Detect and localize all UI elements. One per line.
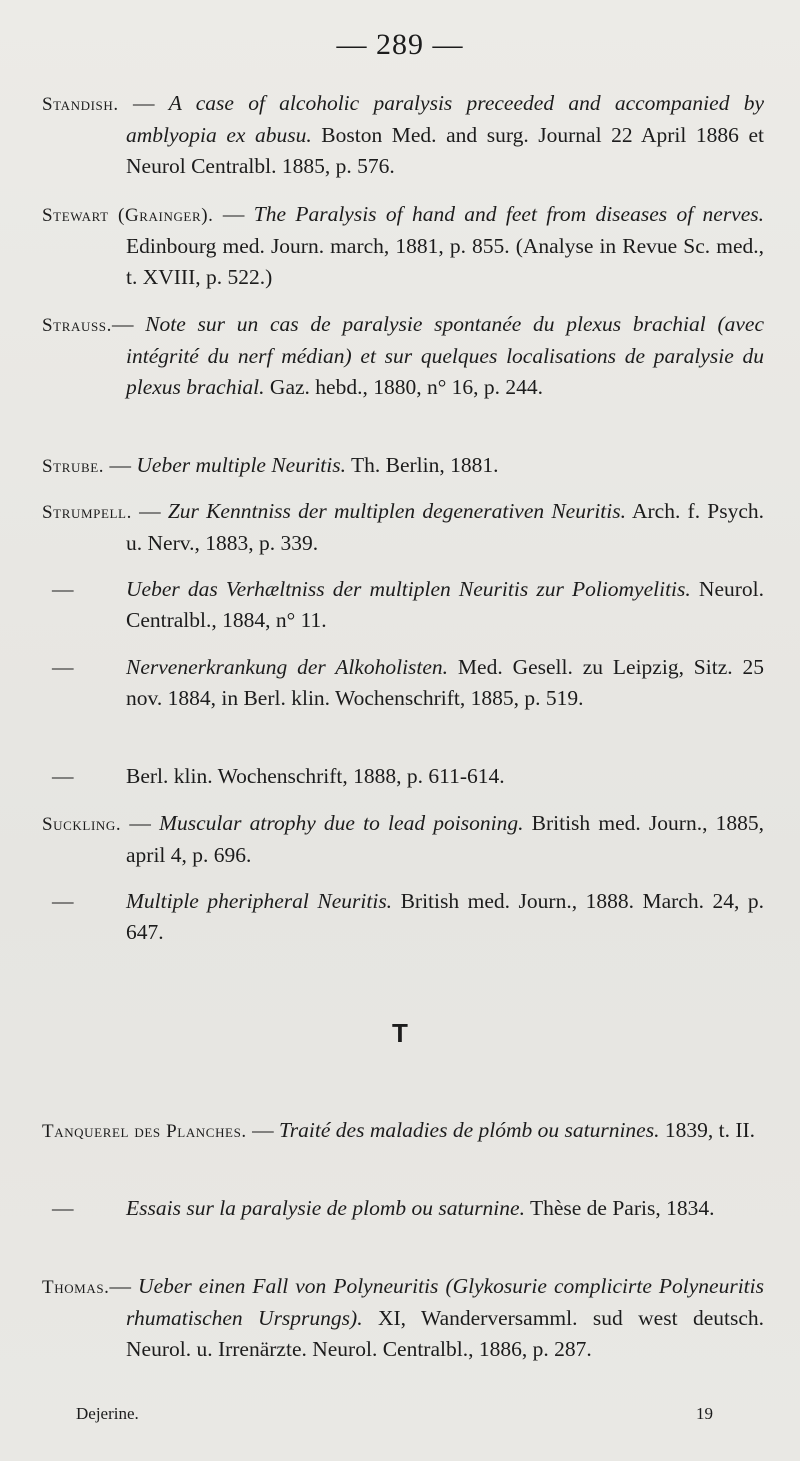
bibliography-entry — [42, 1271, 764, 1365]
entry-citation: Edinbourg med. Journ. march, 1881, p. 855. (Analyse in Revue Sc. med., t. XVIII, p. 522.) — [126, 234, 764, 289]
entry-title: Ueber multiple Neuritis. — [136, 453, 346, 477]
entry-citation: XI, Wanderversamml. sud west deutsch. Neurol. u. Irrenärzte. Neurol. Centralbl., 1886, p. 287. — [126, 1306, 764, 1361]
entry-author: Thomas. — [42, 1277, 110, 1298]
entry-author: Tanquerel des Planches. — [42, 1121, 247, 1142]
bibliography-entry — [42, 88, 764, 182]
ditto-dash: — — [52, 889, 74, 913]
entry-title: Muscular atrophy due to lead poisoning. — [159, 811, 524, 835]
entry-author: Suckling. — [42, 814, 122, 835]
entry-title: Ueber einen Fall von Polyneuritis (Glykosurie complicirte Polyneuritis rhumatischen Ursprungs). — [126, 1274, 765, 1330]
entry-citation: Arch. f. Psych. u. Nerv., 1883, p. 339. — [126, 499, 765, 555]
ditto-dash: — — [52, 1196, 74, 1220]
bibliography-entry — [42, 808, 764, 871]
entry-title: Ueber das Verhæltniss der multiplen Neuritis zur Poliomyelitis. — [126, 577, 691, 601]
entry-title: Zur Kenntniss der multiplen degenerativen Neuritis. — [167, 499, 626, 523]
bibliography-entry — [42, 1115, 764, 1147]
bibliography-entry — [42, 496, 764, 559]
entry-citation: Gaz. hebd., 1880, n° 16, p. 244. — [264, 375, 544, 399]
bibliography-entry — [42, 199, 764, 293]
footer-author: Dejerine. — [76, 1404, 139, 1423]
ditto-dash: — — [52, 655, 74, 679]
entry-separator: — — [246, 1118, 280, 1142]
entry-title: A case of alcoholic paralysis preceeded and accompanied by amblyopia ex abusu. — [126, 91, 764, 147]
entry-citation: British med. Journ., 1885, april 4, p. 696. — [126, 811, 764, 867]
bibliography-entry — [42, 886, 764, 948]
entry-citation: Th. Berlin, 1881. — [346, 453, 499, 477]
entry-author: Strauss. — [42, 315, 112, 336]
entry-separator: — — [131, 499, 168, 523]
entry-title: Essais sur la paralysie de plomb ou saturnine. — [126, 1196, 525, 1220]
entry-title: The Paralysis of hand and feet from diseases of nerves. — [253, 202, 765, 226]
entry-author: Stewart (Grainger). — [42, 205, 214, 226]
entry-citation: 1839, t. II. — [659, 1118, 756, 1142]
entry-author: Standish. — [42, 94, 119, 115]
ditto-dash: — — [52, 764, 74, 788]
ditto-dash: — — [52, 577, 74, 601]
entry-separator: — — [121, 811, 160, 835]
entry-citation: Med. Gesell. zu Leipzig, Sitz. 25 nov. 1884, in Berl. klin. Wochenschrift, 1885, p. 519. — [126, 655, 764, 710]
entry-citation: British med. Journ., 1888. March. 24, p. 647. — [126, 889, 764, 944]
bibliography-entry — [42, 761, 764, 792]
entry-title: Nervenerkrankung der Alkoholisten. — [126, 655, 449, 679]
bibliography-entry — [42, 309, 764, 403]
entry-separator: — — [111, 312, 146, 336]
section-letter: T — [392, 1018, 408, 1048]
footer-signature-number: 19 — [696, 1404, 713, 1423]
bibliography-entry — [42, 450, 764, 482]
bibliography-entry — [42, 574, 764, 636]
bibliography-entry — [42, 1193, 764, 1224]
entry-citation: Neurol. Centralbl., 1884, n° 11. — [126, 577, 764, 632]
entry-separator: — — [104, 453, 137, 477]
page-number: — 289 — — [336, 28, 464, 61]
entry-citation: Boston Med. and surg. Journal 22 April 1886 et Neurol Centralbl. 1885, p. 576. — [126, 123, 765, 178]
entry-separator: — — [213, 202, 254, 226]
entry-separator: — — [109, 1274, 139, 1298]
entry-citation: Thèse de Paris, 1834. — [524, 1196, 715, 1220]
entry-citation: Berl. klin. Wochenschrift, 1888, p. 611-614. — [126, 764, 505, 788]
bibliography-entry — [42, 652, 764, 714]
entry-author: Strumpell. — [42, 502, 132, 523]
entry-title: Note sur un cas de paralysie spontanée du plexus brachial (avec intégrité du nerf médian) et sur quelques localisations de paralysie du plexus brachial. — [126, 312, 765, 399]
entry-title: Traité des maladies de plómb ou saturnines. — [279, 1118, 660, 1142]
entry-author: Strube. — [42, 456, 105, 477]
entry-title: Multiple pheripheral Neuritis. — [126, 889, 393, 913]
entry-separator: — — [118, 91, 169, 115]
